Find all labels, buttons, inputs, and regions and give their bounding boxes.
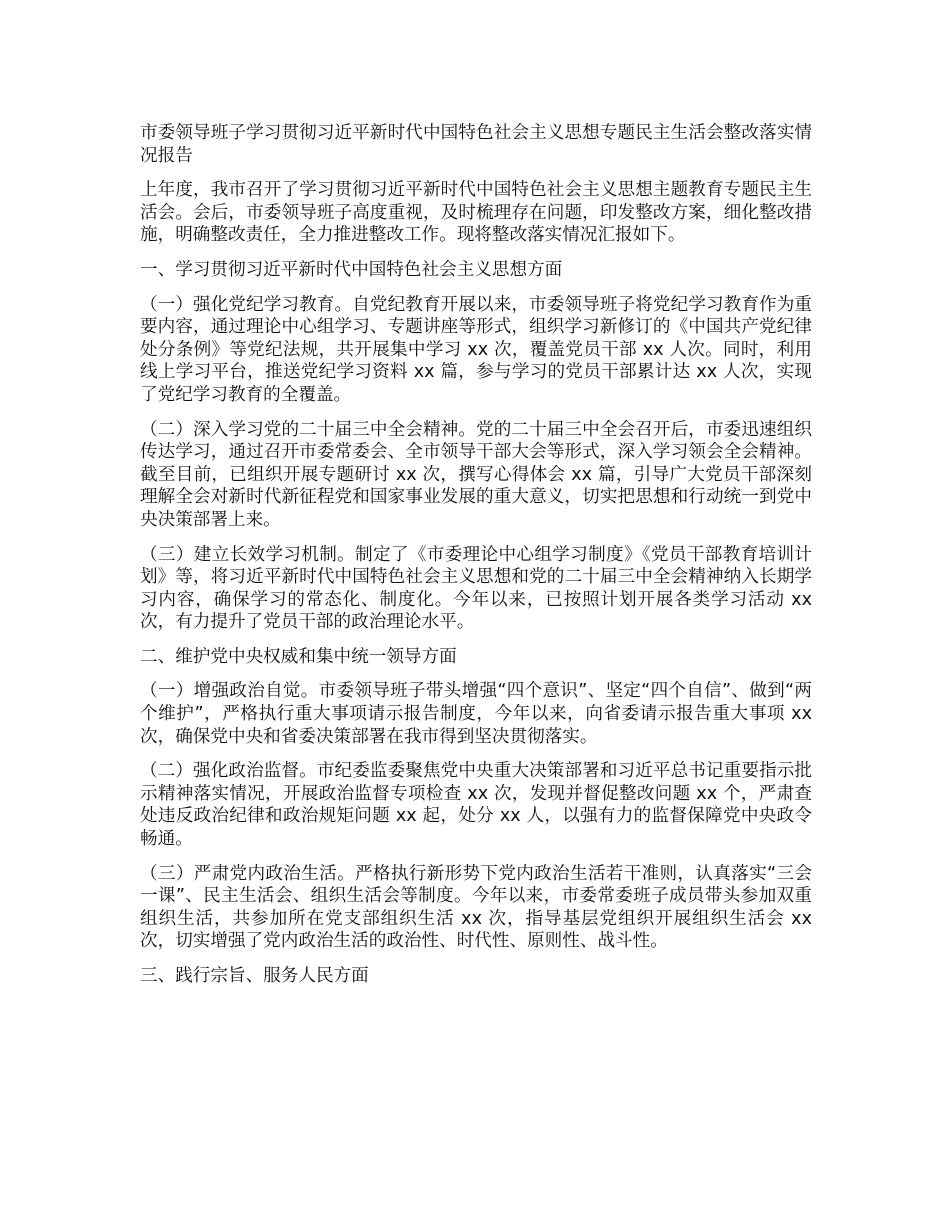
section-1-paragraph-1: （一）强化党纪学习教育。自党纪教育开展以来，市委领导班子将党纪学习教育作为重要内容，通过理论中心组学习、专题讲座等形式，组织学习新修订的《中国共产党纪律处分条例》等党纪法规，共开展集中学习 xx 次，覆盖党员干部 xx 人次。同时，利用线上学习平台，推送党纪学习资料 xx 篇，参与学习的党员干部累计达 xx 人次，实现了党纪学习教育的全覆盖。	[140, 294, 812, 405]
section-2-paragraph-3: （三）严肃党内政治生活。严格执行新形势下党内政治生活若干准则，认真落实“三会一课”、民主生活会、组织生活会等制度。今年以来，市委常委班子成员带头参加双重组织生活，共参加所在党支部组织生活 xx 次，指导基层党组织开展组织生活会 xx 次，切实增强了党内政治生活的政治性、时代性、原则性、战斗性。	[140, 863, 812, 952]
section-2-heading: 二、维护党中央权威和集中统一领导方面	[140, 646, 457, 667]
document-title: 市委领导班子学习贯彻习近平新时代中国特色社会主义思想专题民主生活会整改落实情况报告	[140, 123, 812, 166]
intro-paragraph: 上年度，我市召开了学习贯彻习近平新时代中国特色社会主义思想主题教育专题民主生活会。会后，市委领导班子高度重视，及时梳理存在问题，印发整改方案，细化整改措施，明确整改责任，全力推进整改工作。现将整改落实情况汇报如下。	[140, 180, 812, 246]
section-1-paragraph-3: （三）建立长效学习机制。制定了《市委理论中心组学习制度》《党员干部教育培训计划》等，将习近平新时代中国特色社会主义思想和党的二十届三中全会精神纳入长期学习内容，确保学习的常态化、制度化。今年以来，已按照计划开展各类学习活动 xx 次，有力提升了党员干部的政治理论水平。	[140, 544, 812, 633]
section-1-paragraph-2: （二）深入学习党的二十届三中全会精神。党的二十届三中全会召开后，市委迅速组织传达学习，通过召开市委常委会、全市领导干部大会等形式，深入学习领会全会精神。截至目前，已组织开展专题研讨 xx 次，撰写心得体会 xx 篇，引导广大党员干部深刻理解全会对新时代新征程党和国家事业发展的重大意义，切实把思想和行动统一到党中央决策部署上来。	[140, 419, 812, 530]
section-2-paragraph-2: （二）强化政治监督。市纪委监委聚焦党中央重大决策部署和习近平总书记重要指示批示精神落实情况，开展政治监督专项检查 xx 次，发现并督促整改问题 xx 个，严肃查处违反政治纪律和政治规矩问题 xx 起，处分 xx 人，以强有力的监督保障党中央政令畅通。	[140, 761, 812, 850]
section-3-heading: 三、践行宗旨、服务人民方面	[140, 966, 369, 986]
section-2-paragraph-1: （一）增强政治自觉。市委领导班子带头增强“四个意识”、坚定“四个自信”、做到“两个维护”，严格执行重大事项请示报告制度，今年以来，向省委请示报告重大事项 xx 次，确保党中央和省委决策部署在我市得到坚决贯彻落实。	[140, 681, 812, 747]
document-page	[140, 122, 812, 1000]
section-1-heading: 一、学习贯彻习近平新时代中国特色社会主义思想方面	[140, 259, 563, 280]
